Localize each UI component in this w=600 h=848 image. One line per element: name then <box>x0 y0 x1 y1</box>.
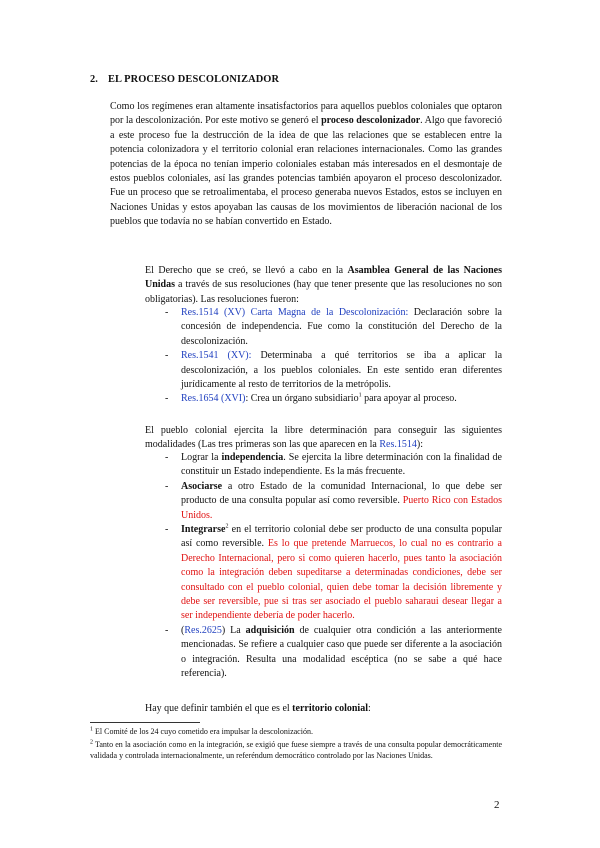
footnote-ref[interactable]: 1 <box>358 393 362 400</box>
text-run: para apoyar al proceso. <box>361 393 457 405</box>
section-heading <box>90 74 279 85</box>
territory-paragraph <box>145 702 502 716</box>
resolutions-list <box>165 306 502 407</box>
bold-term: Asamblea General de las Naciones Unidas <box>145 265 503 291</box>
footnote-divider <box>90 722 200 723</box>
text-run: . Algo que favoreció a este proceso fue la destrucción de la idea de que las relaciones que se establecen entre la potencia colonizadora y el territorio colonial eran relaciones internacionales. Como las grandes potencias de la época no tenían imperio coloniales estaban más interesados en el desmontaje de estos pueblos coloniales, así las grandes potencias también apoyaron el proceso descolonizador. Fue un proceso que se retroalimentaba, el proceso generaba nuevos Estados, estos se incluyen en Naciones Unidas y estos apoyaban las causas de los movimientos de liberación nacional de los pueblos que todavía no se habían convertido en Estado. <box>110 115 502 228</box>
text-run: a través de sus resoluciones (hay que tener presente que las resoluciones no son obligatorias). Las resoluciones fueron: <box>145 279 502 305</box>
bold-term: territorio colonial <box>292 703 368 714</box>
text-run: en el territorio colonial debe ser producto de una consulta popular así como reversible. <box>181 524 502 550</box>
text-run: Hay que definir también el que es el <box>145 703 293 714</box>
text-run: : <box>367 703 371 714</box>
resolution-link[interactable]: Res.2625 <box>184 624 222 636</box>
text-run: : Crea un órgano subsidiario <box>245 393 359 405</box>
resolutions-paragraph <box>145 264 502 307</box>
modalities-list <box>165 451 502 682</box>
bold-term: Asociarse <box>181 480 223 492</box>
footnote-mark: 1 <box>90 726 93 733</box>
modalities-paragraph <box>145 424 502 453</box>
page-number: 2 <box>494 799 500 811</box>
text-run: El Derecho que se creó, se llevó a cabo en la <box>145 265 348 276</box>
text-run: a otro Estado de la comunidad Internacional, lo que debe ser producto de una consulta popular así como reversible. <box>181 480 502 507</box>
text-run: Declaración sobre la concesión de independencia. Fue como la constitución del Derecho de la descolonización. <box>181 307 502 347</box>
resolution-link[interactable]: Res.1514 <box>379 439 417 451</box>
text-run: Lograr la <box>181 452 222 463</box>
list-item: - Res.1514 (XV) Carta Magna de la Descolonización: Declaración sobre la concesión de independencia. Fue como la constitución del Derecho de la descolonización. <box>165 307 502 347</box>
list-item: - Integrarse$^2$ en el territorio colonial debe ser producto de una consulta popular así como reversible. Es lo que pretende Marruecos, lo cual no es contrario a Derecho Internacional, pero si como quieren hacerlo, pues tanto la asociación como la integración deben supeditarse a determinadas condiciones, debe ser consultado con el pueblo colonial, quien debe tomar la decisión libremente y debe ser reversible, pue si tras ser asociado el pueblo saharaui desear llegar a ser independiente debería de poder hacerlo. <box>165 523 502 622</box>
list-item: - Res.1541 (XV): Determinaba a qué territorios se iba a aplicar la descolonización, a los pueblos coloniales. En este sentido eran diferentes jurídicamente al resto de territorios de la metrópolis. <box>165 350 503 391</box>
footnote-mark: 2 <box>90 739 93 746</box>
text-run: ( <box>181 624 185 636</box>
text-run: Como los regímenes eran altamente insatisfactorios para aquellos pueblos coloniales que optaron por la descolonización. Por este motivo se generó el <box>110 101 502 127</box>
text-run: ) La <box>221 624 246 636</box>
footnote-ref[interactable]: 2 <box>225 523 229 530</box>
text-run: El pueblo colonial ejercita la libre determinación para conseguir las siguientes modalidades (Las tres primeras son las que aparecen en la <box>145 425 502 451</box>
list-item: - Asociarse a otro Estado de la comunidad Internacional, lo que debe ser producto de una consulta popular así como reversible. Puerto Rico con Estados Unidos. <box>165 480 502 521</box>
text-run: de cualquier otra condición a las anteriormente mencionadas. Se refiere a cualquier caso que puede ser diferente a la asociación o integración. Resulta una modalidad escéptica (no se sabe a qué hace referencia). <box>181 624 502 680</box>
resolution-link[interactable]: Res.1654 (XVI) <box>181 393 246 405</box>
highlight-note: Es lo que pretende Marruecos, lo cual no es contrario a Derecho Internacional, pero si como quieren hacerlo, pues tanto la asociación como la integración deben supeditarse a determinadas condiciones, debe ser consultado con el pueblo colonial, quien debe tomar la decisión libremente y debe ser reversible, pue si tras ser asociado el pueblo saharaui desear llegar a ser independiente debería de poder hacerlo. <box>181 538 502 622</box>
list-item: - Lograr la independencia. Se ejercita la libre determinación con la finalidad de constituir un Estado independiente. Es la más frecuente. <box>165 452 502 478</box>
footnote <box>90 740 502 761</box>
text-run: ): <box>416 439 423 451</box>
resolution-link[interactable]: Res.1541 (XV): <box>181 350 252 362</box>
bold-term: independencia <box>221 452 284 463</box>
text-run: Determinaba a qué territorios se iba a aplicar la descolonización, a los pueblos coloniales. En este sentido eran diferentes jurídicamente al resto de territorios de la metrópolis. <box>181 350 503 391</box>
footnote <box>90 727 502 738</box>
section-title: EL PROCESO DESCOLONIZADOR <box>108 74 280 85</box>
highlight-note: Puerto Rico con Estados Unidos. <box>181 495 502 521</box>
list-item: - (Res.2625) La adquisición de cualquier otra condición a las anteriormente mencionadas. Se refiere a cualquier caso que puede ser diferente a la asociación o integración. Resulta una modalidad escéptica (no se sabe a qué hace referencia). <box>165 624 502 680</box>
bold-term: proceso descolonizador <box>321 115 421 127</box>
resolution-link[interactable]: Res.1514 (XV) Carta Magna de la Descolonización: <box>181 307 409 318</box>
list-item: - Res.1654 (XVI): Crea un órgano subsidiario$^1$ para apoyar al proceso. <box>165 393 457 405</box>
text-run: . Se ejercita la libre determinación con la finalidad de constituir un Estado independiente. Es la más frecuente. <box>181 452 502 478</box>
footnote-text: El Comité de los 24 cuyo cometido era impulsar la descolonización. <box>93 727 313 736</box>
bold-term: adquisición <box>245 624 295 636</box>
bold-term: Integrarse <box>181 524 226 536</box>
intro-paragraph <box>110 100 502 230</box>
section-number: 2. <box>90 74 98 85</box>
footnote-text: Tanto en la asociación como en la integración, se exigió que fuese siempre a través de una consulta popular democráticamente validada y controlada internacionalmente, un referéndum democrático controlado por las Naciones Unidas. <box>90 740 502 760</box>
